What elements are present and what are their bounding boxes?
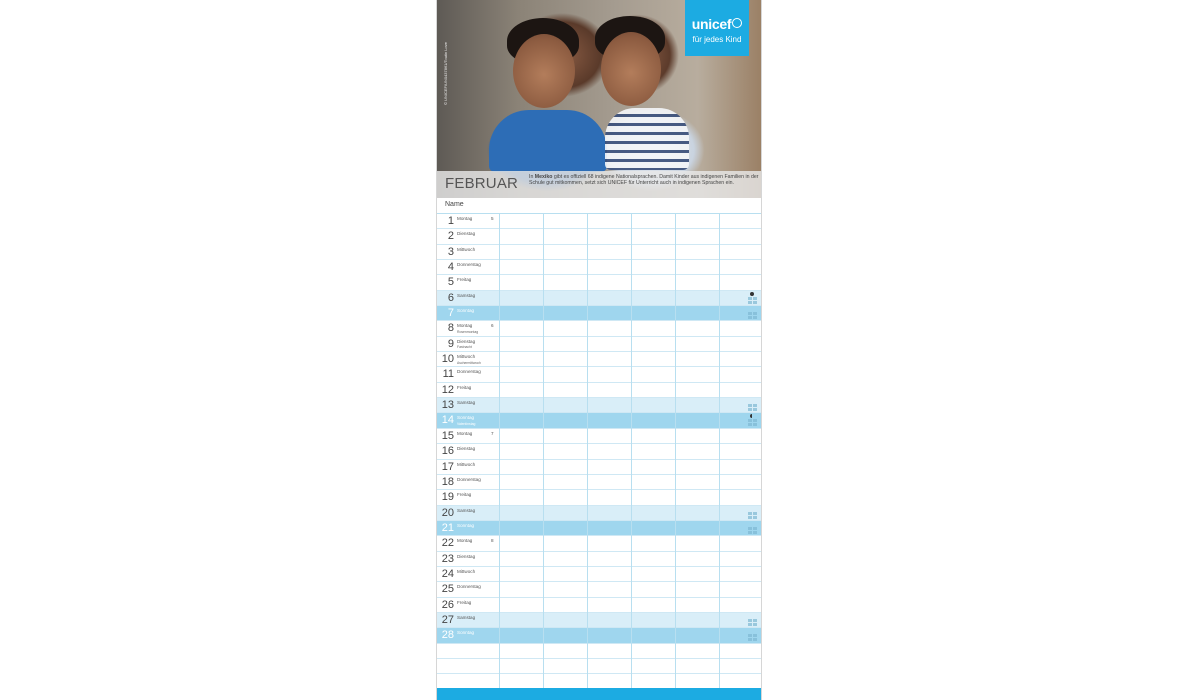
day-row[interactable] [437,506,762,521]
weekday-name: Freitag [457,384,472,390]
day-number: 19 [441,491,454,504]
weekday-name: Montag [457,430,473,436]
day-number: 4 [447,261,454,274]
calendar-page [436,0,762,700]
column-divider [587,213,588,688]
day-number: 2 [447,230,454,243]
day-number: 27 [441,613,454,626]
day-row[interactable] [437,413,762,428]
day-row[interactable] [437,567,762,582]
empty-row [437,644,762,659]
week-grid-icon [748,404,757,411]
day-number: 7 [447,307,454,320]
day-row[interactable] [437,460,762,475]
day-number: 13 [441,399,454,412]
weekday-name: Mittwoch [457,568,476,574]
week-grid-icon [748,512,757,519]
column-divider [631,213,632,688]
day-number: 9 [447,337,454,350]
photo-face-left [513,34,575,108]
week-grid-icon [748,312,757,319]
day-number: 1 [447,215,454,227]
day-row[interactable] [437,598,762,613]
day-row[interactable] [437,321,762,336]
day-row[interactable] [437,552,762,567]
day-row[interactable] [437,613,762,628]
day-row[interactable] [437,444,762,459]
week-grid-icon [748,419,757,426]
day-row[interactable] [437,352,762,367]
photo-caption: In Mexiko gibt es offiziell 68 indigene Nationalsprachen. Damit Kinder aus indigenen Familien in der Schule gut mitkommen, setzt sich UNICEF für Unterricht auch in indigenen Sprachen ein. [529,174,759,187]
day-number: 12 [441,383,454,396]
holiday-label: Valentinstag [457,421,476,426]
day-number: 6 [447,291,454,304]
weekday-name: Samstag [457,614,476,620]
weekday-name: Dienstag [457,338,476,344]
day-row[interactable] [437,536,762,551]
photo-credit: © UNICEF/UN0437861/Toutin Love [443,42,448,105]
day-number: 26 [441,598,454,611]
weekday-name: Mittwoch [457,354,476,360]
day-number: 28 [441,629,454,642]
week-number: 5 [491,216,494,221]
week-grid-icon [748,297,757,304]
day-row[interactable] [437,260,762,275]
column-divider [499,213,500,688]
photo-face-right [601,32,661,106]
empty-row [437,659,762,674]
day-row[interactable] [437,229,762,244]
weekday-name: Dienstag [457,553,476,559]
weekday-name: Samstag [457,400,476,406]
weekday-name: Montag [457,216,473,221]
day-number: 24 [441,567,454,580]
weekday-name: Samstag [457,507,476,513]
day-number: 22 [441,537,454,550]
weekday-name: Sonntag [457,415,475,421]
calendar-grid [437,198,762,690]
holiday-label: Rosenmontag [457,329,479,334]
bottom-bar [437,688,762,700]
day-row[interactable] [437,383,762,398]
day-row[interactable] [437,628,762,643]
day-row[interactable] [437,367,762,382]
header-photo [437,0,762,198]
weekday-name: Montag [457,538,473,544]
day-number: 17 [441,460,454,473]
title-band [437,171,762,198]
day-row[interactable] [437,398,762,413]
week-grid-icon [748,619,757,626]
day-row[interactable] [437,337,762,352]
day-row[interactable] [437,291,762,306]
logo-wordmark: unicef [691,16,732,32]
full-moon-icon [750,292,754,296]
column-divider [675,213,676,688]
day-number: 5 [447,276,454,289]
weekday-name: Freitag [457,277,472,283]
weekday-name: Dienstag [457,231,476,237]
day-number: 21 [441,521,454,534]
day-row[interactable] [437,275,762,290]
day-number: 11 [442,368,454,381]
weekday-name: Montag [457,323,473,329]
photo-shirt-striped [605,108,689,170]
day-number: 3 [447,245,454,258]
column-divider [543,213,544,688]
week-number: 6 [491,323,494,329]
day-row[interactable] [437,214,762,229]
holiday-label: Fastnacht [457,345,472,350]
weekday-name: Sonntag [457,630,475,636]
week-grid-icon [748,634,757,641]
logo-tagline: für jedes Kind [692,35,742,44]
holiday-label: Aschermittwoch [457,360,481,365]
photo-shirt-blue [489,110,607,172]
day-number: 15 [441,429,454,442]
day-row[interactable] [437,475,762,490]
day-number: 16 [441,445,454,458]
weekday-name: Donnerstag [457,369,481,375]
day-row[interactable] [437,521,762,536]
half-moon-icon [750,414,754,418]
name-label: Name [445,201,464,208]
day-row[interactable] [437,306,762,321]
week-number: 8 [491,538,494,544]
day-rows [437,214,762,690]
day-row[interactable] [437,582,762,597]
day-number: 25 [441,583,454,596]
column-divider [719,213,720,688]
globe-icon [732,18,742,28]
weekday-name: Donnerstag [457,584,481,590]
weekday-name: Donnerstag [457,476,481,482]
weekday-name: Donnerstag [457,262,481,268]
day-row[interactable] [437,490,762,505]
day-number: 14 [441,414,454,427]
day-number: 10 [441,353,454,366]
weekday-name: Mittwoch [457,461,476,467]
week-number: 7 [491,430,494,436]
weekday-name: Sonntag [457,308,475,314]
name-header-row [437,198,762,214]
weekday-name: Freitag [457,599,472,605]
weekday-name: Mittwoch [457,246,476,252]
day-number: 18 [441,475,454,488]
day-number: 20 [441,506,454,519]
weekday-name: Freitag [457,492,472,498]
weekday-name: Samstag [457,292,476,298]
day-number: 8 [447,322,454,335]
day-row[interactable] [437,245,762,260]
weekday-name: Sonntag [457,522,475,528]
unicef-logo [685,0,749,56]
day-number: 23 [441,552,454,565]
week-grid-icon [748,527,757,534]
weekday-name: Dienstag [457,446,476,452]
month-title: FEBRUAR [445,175,519,192]
day-row[interactable] [437,429,762,444]
